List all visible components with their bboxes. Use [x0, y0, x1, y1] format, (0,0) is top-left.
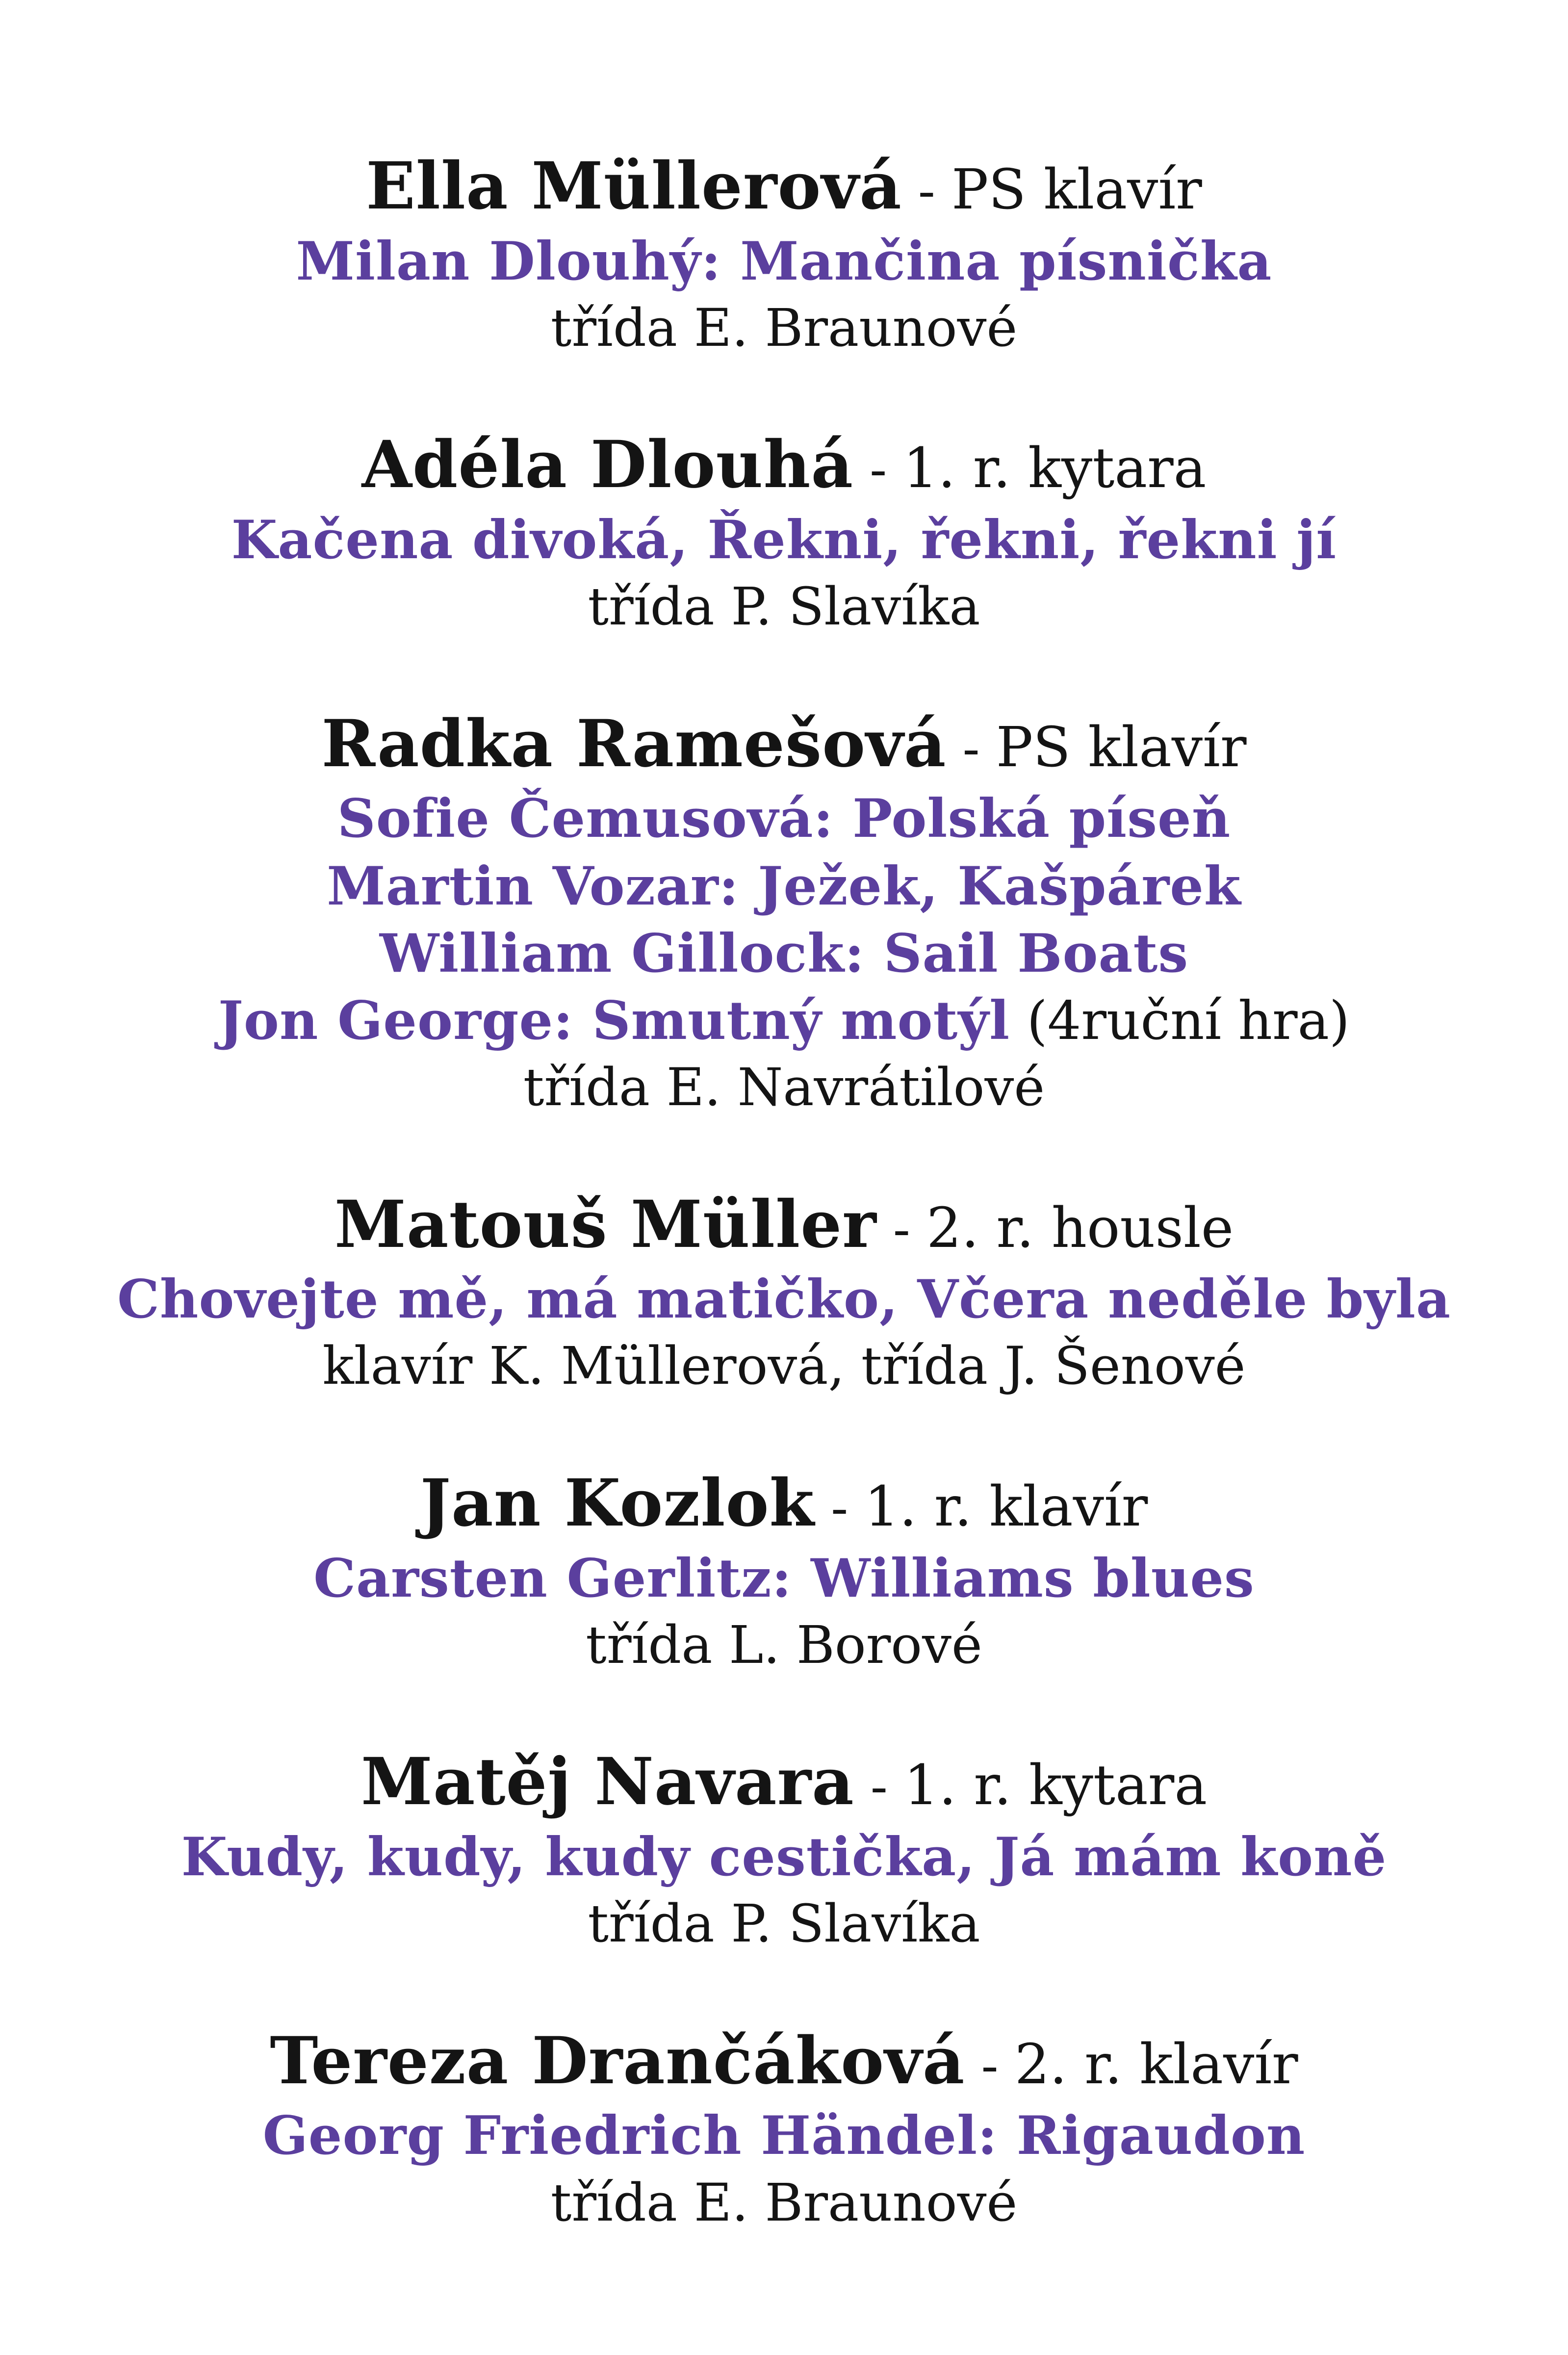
piece-title: Jon George: Smutný motýl	[218, 989, 1010, 1052]
instrument-grade: 2. r. klavír	[1014, 2032, 1298, 2096]
performer-heading	[0, 145, 1568, 228]
separator: -	[876, 1199, 926, 1259]
piece-title: Milan Dlouhý: Mančina písnička	[296, 230, 1272, 292]
piece-note: (4ruční hra)	[1010, 990, 1350, 1052]
piece-title: William Gillock: Sail Boats	[379, 922, 1189, 984]
program-entry	[0, 2020, 1568, 2236]
instrument-grade: PS klavír	[951, 158, 1202, 222]
performer-name: Matouš Müller	[334, 1186, 877, 1263]
separator: -	[946, 718, 996, 778]
program-entry	[0, 145, 1568, 361]
separator: -	[815, 1478, 865, 1538]
separator: -	[965, 2035, 1015, 2096]
performer-heading	[0, 1741, 1568, 1824]
instrument-grade: 1. r. kytara	[903, 1754, 1208, 1818]
teacher-class: třída E. Navrátilové	[523, 1057, 1045, 1118]
performer-heading	[0, 1184, 1568, 1267]
separator: -	[854, 1757, 904, 1817]
piece-title: Carsten Gerlitz: Williams blues	[313, 1547, 1255, 1609]
separator: -	[901, 161, 952, 221]
instrument-grade: 2. r. housle	[926, 1196, 1234, 1260]
performer-name: Tereza Drančáková	[270, 2022, 965, 2099]
teacher-class: třída P. Slavíka	[588, 576, 980, 637]
teacher-class: třída P. Slavíka	[588, 1893, 980, 1954]
piece-title: Chovejte mě, má matičko, Včera neděle byla	[117, 1268, 1451, 1331]
program-entry	[0, 1184, 1568, 1399]
instrument-grade: 1. r. klavír	[864, 1475, 1148, 1539]
piece-title: Kudy, kudy, kudy cestička, Já mám koně	[181, 1826, 1387, 1889]
piece-title: Sofie Čemusová: Polská píseň	[337, 788, 1231, 850]
piece-title: Kačena divoká, Řekni, řekni, řekni jí	[231, 509, 1337, 571]
program-entry	[0, 1741, 1568, 1957]
separator: -	[853, 440, 903, 500]
performer-name: Matěj Navara	[360, 1744, 854, 1820]
teacher-class: klavír K. Müllerová, třída J. Šenové	[322, 1336, 1246, 1397]
teacher-class: třída L. Borové	[586, 1614, 982, 1675]
teacher-class: třída E. Braunové	[550, 2172, 1018, 2233]
performer-heading	[0, 703, 1568, 786]
performer-name: Ella Müllerová	[366, 148, 902, 224]
teacher-class: třída E. Braunové	[550, 297, 1018, 358]
program-entry	[0, 703, 1568, 1121]
piece-title: Martin Vozar: Ježek, Kašpárek	[327, 855, 1241, 917]
program-entry	[0, 1462, 1568, 1678]
instrument-grade: PS klavír	[996, 715, 1247, 779]
performer-name: Radka Ramešová	[321, 705, 947, 782]
piece-line	[0, 987, 1568, 1055]
performer-name: Adéla Dlouhá	[361, 427, 854, 503]
program-entry	[0, 424, 1568, 640]
performer-heading	[0, 1462, 1568, 1545]
performer-heading	[0, 424, 1568, 507]
performer-heading	[0, 2020, 1568, 2103]
instrument-grade: 1. r. kytara	[903, 437, 1207, 501]
performer-name: Jan Kozlok	[420, 1465, 815, 1542]
piece-title: Georg Friedrich Händel: Rigaudon	[262, 2105, 1306, 2167]
